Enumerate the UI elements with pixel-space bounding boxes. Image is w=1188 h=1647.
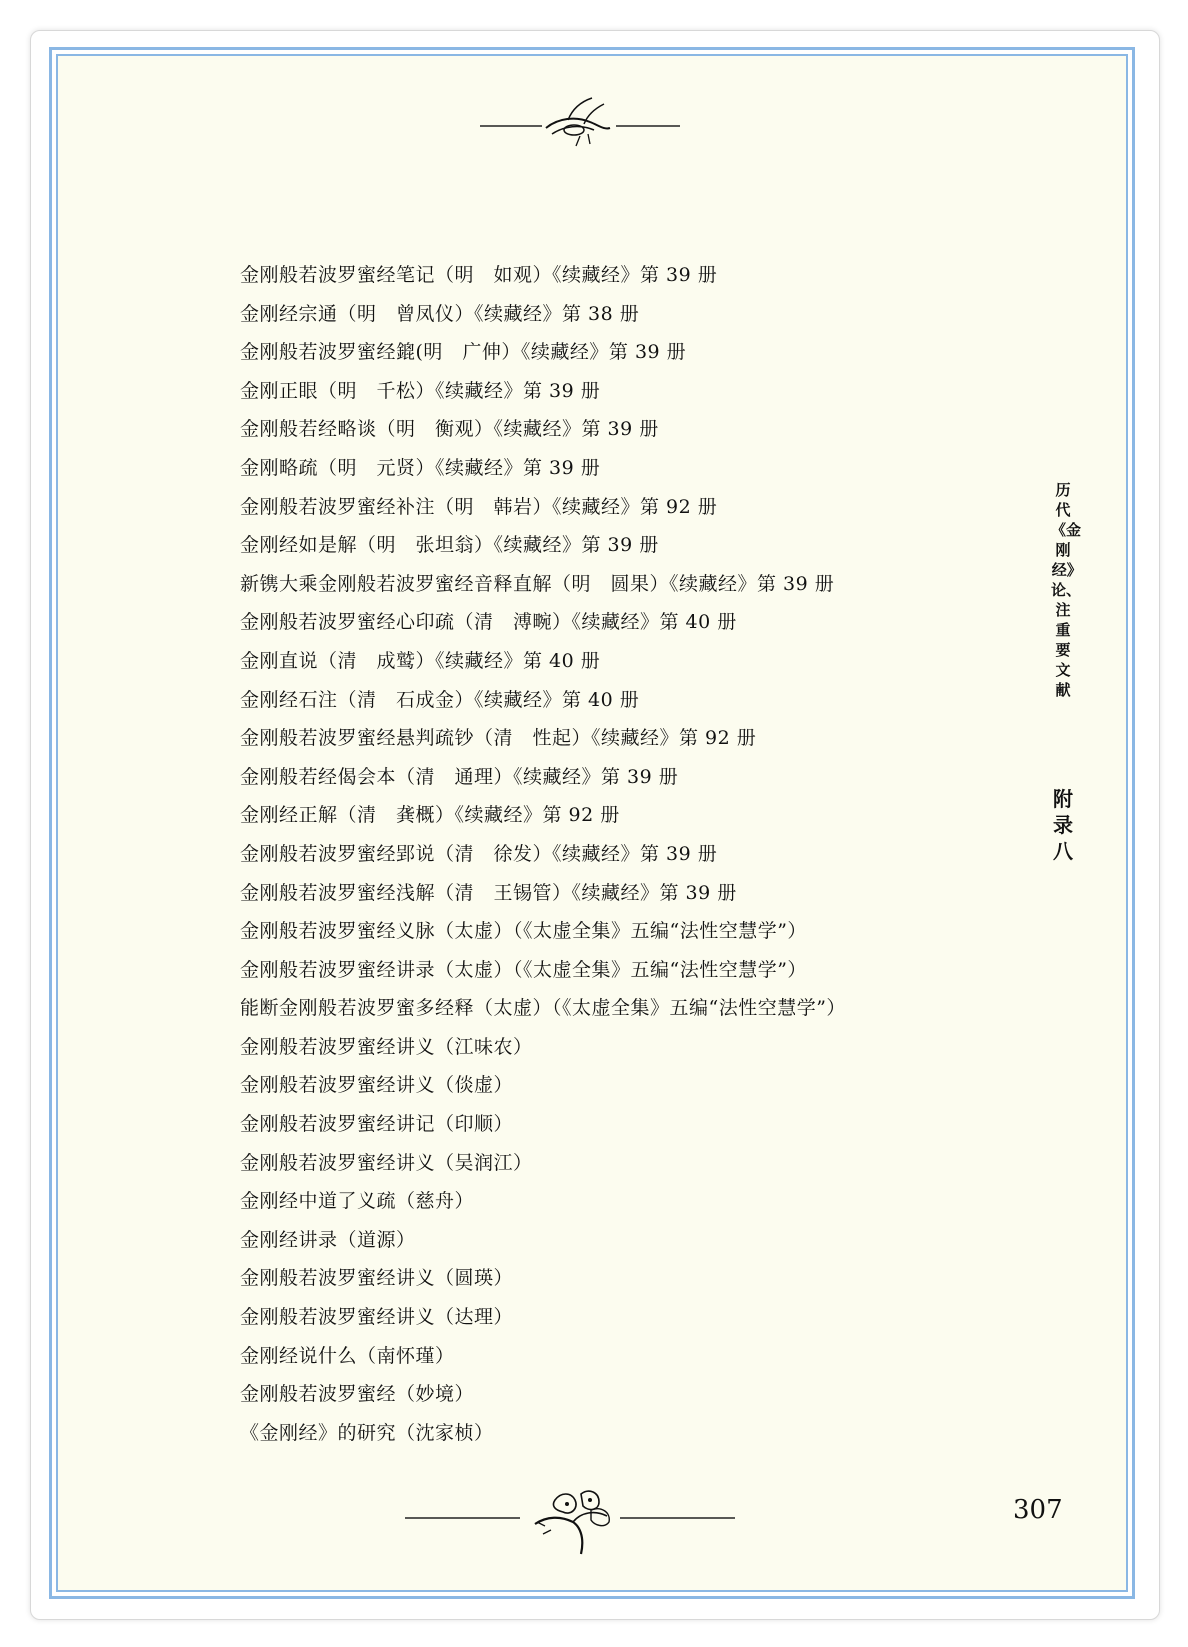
list-item: 金刚般若波罗蜜经浅解（清 王锡管）《续藏经》第 39 册 (240, 881, 737, 904)
page-number: 307 (1013, 1495, 1063, 1525)
list-item: 金刚经如是解（明 张坦翁）《续藏经》第 39 册 (240, 534, 659, 557)
section-label: 附录八 (1053, 787, 1073, 863)
list-item: 新镌大乘金刚般若波罗蜜经音释直解（明 圆果）《续藏经》第 39 册 (240, 572, 835, 595)
reference-list (240, 256, 1000, 1452)
list-item: 金刚般若波罗蜜经悬判疏钞（清 性起）《续藏经》第 92 册 (240, 727, 757, 750)
list-item: 金刚经说什么（南怀瑾） (240, 1344, 455, 1367)
bottom-ornament-icon (405, 1482, 775, 1562)
list-item: 金刚经石注（清 石成金）《续藏经》第 40 册 (240, 688, 640, 711)
list-item: 金刚般若经略谈（明 衡观）《续藏经》第 39 册 (240, 418, 659, 441)
list-item: 金刚般若波罗蜜经心印疏（清 溥畹）《续藏经》第 40 册 (240, 611, 737, 634)
list-item: 《金刚经》的研究（沈家桢） (240, 1421, 494, 1444)
list-item: 金刚般若经偈会本（清 通理）《续藏经》第 39 册 (240, 765, 679, 788)
list-item: 金刚经宗通（明 曾凤仪）《续藏经》第 38 册 (240, 302, 640, 325)
running-header: 历代《金刚经》论、注重要文献 (1051, 481, 1082, 699)
list-item: 金刚般若波罗蜜经补注（明 韩岩）《续藏经》第 92 册 (240, 495, 718, 518)
list-item: 金刚般若波罗蜜经讲录（太虚）（《太虚全集》五编“法性空慧学”） (240, 958, 807, 981)
list-item: 能断金刚般若波罗蜜多经释（太虚）（《太虚全集》五编“法性空慧学”） (240, 997, 846, 1020)
list-item: 金刚般若波罗蜜经讲义（倓虚） (240, 1074, 514, 1097)
list-item: 金刚经中道了义疏（慈舟） (240, 1190, 475, 1213)
list-item: 金刚般若波罗蜜经讲义（圆瑛） (240, 1267, 514, 1290)
top-ornament-icon (480, 90, 700, 160)
list-item: 金刚般若波罗蜜经讲记（印顺） (240, 1113, 514, 1136)
list-item: 金刚经讲录（道源） (240, 1228, 416, 1251)
list-item: 金刚般若波罗蜜经（妙境） (240, 1383, 475, 1406)
list-item: 金刚般若波罗蜜经义脉（太虚）（《太虚全集》五编“法性空慧学”） (240, 920, 807, 943)
list-item: 金刚略疏（明 元贤）《续藏经》第 39 册 (240, 456, 601, 479)
list-item: 金刚般若波罗蜜经鎞(明 广伸）《续藏经》第 39 册 (240, 341, 687, 364)
list-item: 金刚般若波罗蜜经讲义（江味农） (240, 1035, 533, 1058)
list-item: 金刚直说（清 成鹫）《续藏经》第 40 册 (240, 649, 601, 672)
list-item: 金刚般若波罗蜜经讲义（达理） (240, 1306, 514, 1329)
list-item: 金刚般若波罗蜜经讲义（吴润江） (240, 1151, 533, 1174)
list-item: 金刚经正解（清 龚概）《续藏经》第 92 册 (240, 804, 620, 827)
list-item: 金刚正眼（明 千松）《续藏经》第 39 册 (240, 379, 601, 402)
list-item: 金刚般若波罗蜜经笔记（明 如观）《续藏经》第 39 册 (240, 264, 718, 286)
list-item: 金刚般若波罗蜜经郢说（清 徐发）《续藏经》第 39 册 (240, 842, 718, 865)
